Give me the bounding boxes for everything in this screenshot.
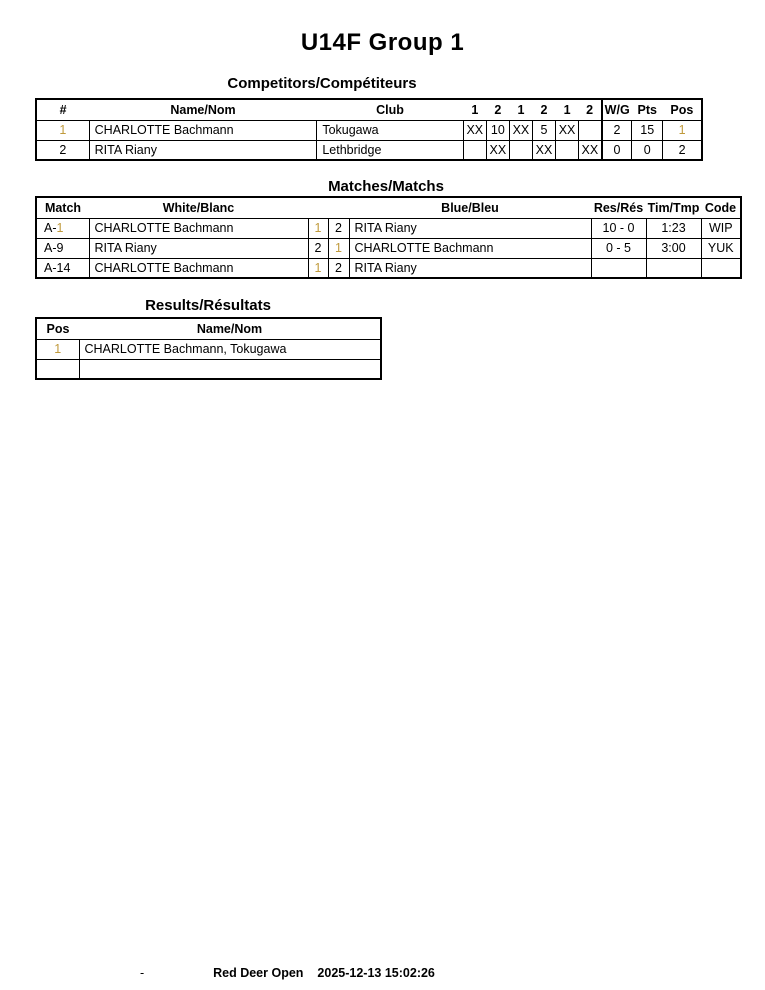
time-cell: 3:00	[646, 238, 701, 258]
competitor-row	[36, 140, 702, 160]
col-header-white: White/Blanc	[89, 197, 308, 218]
competitor-row	[36, 120, 702, 140]
white-competitor-name: RITA Riany	[89, 238, 308, 258]
match-row	[36, 258, 741, 278]
result-row	[36, 339, 381, 359]
match-row	[36, 218, 741, 238]
col-header-round-6: 2	[579, 99, 602, 120]
time-cell: 1:23	[646, 218, 701, 238]
col-header-round-4: 2	[532, 99, 555, 120]
round-cell: XX	[509, 120, 532, 140]
white-competitor-number: 1	[308, 258, 328, 278]
col-header-wg: W/G	[602, 99, 632, 120]
wins-cell: 0	[602, 140, 632, 160]
footer-page-marker: -	[140, 966, 145, 980]
col-header-club: Club	[317, 99, 463, 120]
result-position: 1	[36, 339, 79, 359]
footer-event-name: Red Deer Open	[213, 966, 304, 980]
result-cell	[591, 258, 646, 278]
footer-center	[206, 966, 442, 980]
round-cell	[579, 120, 602, 140]
points-cell: 0	[632, 140, 663, 160]
round-cell: XX	[463, 120, 486, 140]
page-title: U14F Group 1	[300, 29, 465, 56]
blue-competitor-number: 1	[328, 238, 349, 258]
match-number-gold: 1	[56, 221, 64, 235]
white-competitor-number: 1	[308, 218, 328, 238]
competitor-name: CHARLOTTE Bachmann	[89, 120, 317, 140]
col-header-match: Match	[36, 197, 89, 218]
blue-competitor-name: CHARLOTTE Bachmann	[349, 238, 591, 258]
col-header-white-num	[308, 197, 328, 218]
col-header-round-3: 1	[509, 99, 532, 120]
col-header-code: Code	[701, 197, 741, 218]
competitors-table	[35, 98, 703, 161]
competitors-heading: Competitors/Compétiteurs	[227, 75, 417, 92]
col-header-blue: Blue/Bleu	[349, 197, 591, 218]
round-cell: 10	[486, 120, 509, 140]
white-competitor-name: CHARLOTTE Bachmann	[89, 258, 308, 278]
time-cell	[646, 258, 701, 278]
match-number-prefix: A-	[44, 221, 57, 235]
code-cell: WIP	[701, 218, 741, 238]
competitor-club: Tokugawa	[317, 120, 463, 140]
matches-heading: Matches/Matchs	[328, 178, 444, 195]
white-competitor-number: 2	[308, 238, 328, 258]
col-header-round-2: 2	[486, 99, 509, 120]
col-header-blue-num	[328, 197, 349, 218]
match-number	[36, 238, 89, 258]
round-cell: XX	[532, 140, 555, 160]
col-header-name: Name/Nom	[89, 99, 317, 120]
col-header-pos: Pos	[36, 318, 79, 339]
points-cell: 15	[632, 120, 663, 140]
result-name	[79, 359, 381, 379]
position-cell: 2	[663, 140, 702, 160]
code-cell: YUK	[701, 238, 741, 258]
result-position	[36, 359, 79, 379]
results-heading: Results/Résultats	[145, 297, 271, 314]
round-cell	[509, 140, 532, 160]
round-cell: XX	[486, 140, 509, 160]
col-header-number: #	[36, 99, 89, 120]
competitor-number: 2	[36, 140, 89, 160]
blue-competitor-name: RITA Riany	[349, 218, 591, 238]
blue-competitor-number: 2	[328, 258, 349, 278]
round-cell	[556, 140, 579, 160]
result-row	[36, 359, 381, 379]
competitors-header-row	[36, 99, 702, 120]
competitor-number: 1	[36, 120, 89, 140]
matches-table	[35, 196, 742, 279]
matches-header-row	[36, 197, 741, 218]
competitor-club: Lethbridge	[317, 140, 463, 160]
blue-competitor-number: 2	[328, 218, 349, 238]
round-cell	[463, 140, 486, 160]
result-cell: 0 - 5	[591, 238, 646, 258]
col-header-pos: Pos	[663, 99, 702, 120]
result-cell: 10 - 0	[591, 218, 646, 238]
footer-datetime: 2025-12-13 15:02:26	[317, 966, 435, 980]
position-cell: 1	[663, 120, 702, 140]
result-name: CHARLOTTE Bachmann, Tokugawa	[79, 339, 381, 359]
wins-cell: 2	[602, 120, 632, 140]
blue-competitor-name: RITA Riany	[349, 258, 591, 278]
col-header-round-5: 1	[556, 99, 579, 120]
white-competitor-name: CHARLOTTE Bachmann	[89, 218, 308, 238]
round-cell: 5	[532, 120, 555, 140]
page-footer	[0, 966, 765, 982]
competitor-name: RITA Riany	[89, 140, 317, 160]
col-header-res: Res/Rés	[591, 197, 646, 218]
results-table	[35, 317, 382, 380]
col-header-pts: Pts	[632, 99, 663, 120]
match-number	[36, 218, 89, 238]
code-cell	[701, 258, 741, 278]
col-header-round-1: 1	[463, 99, 486, 120]
round-cell: XX	[556, 120, 579, 140]
col-header-result-name: Name/Nom	[79, 318, 381, 339]
results-header-row	[36, 318, 381, 339]
match-number-prefix: A-14	[44, 260, 71, 275]
match-number-prefix: A-9	[44, 241, 64, 255]
match-number	[36, 258, 89, 278]
round-cell: XX	[579, 140, 602, 160]
col-header-tim: Tim/Tmp	[646, 197, 701, 218]
match-row	[36, 238, 741, 258]
